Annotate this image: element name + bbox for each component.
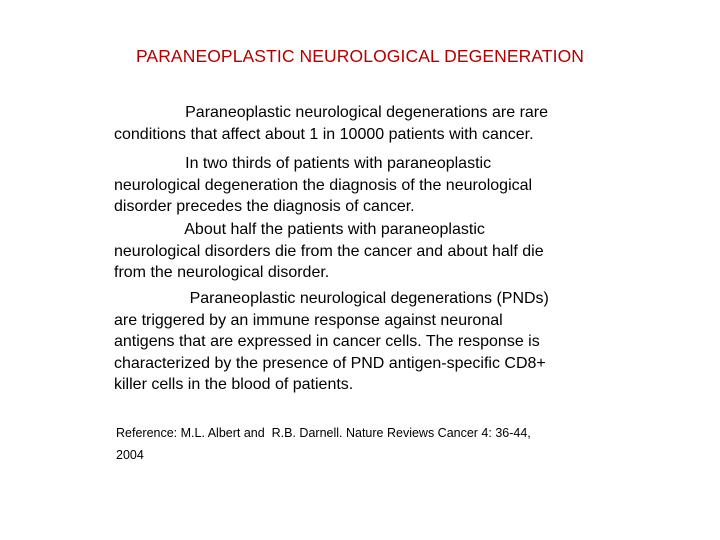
paragraph-line: conditions that affect about 1 in 10000 patients with cancer. <box>114 125 534 143</box>
paragraph-line: neurological degeneration the diagnosis of the neurological <box>114 176 533 194</box>
paragraph-line: are triggered by an immune response against neuronal <box>114 311 503 329</box>
paragraph-prevalence <box>114 102 548 145</box>
reference-line: Reference: M.L. Albert and R.B. Darnell. Nature Reviews Cancer 4: 36-44, <box>116 426 531 440</box>
reference-citation <box>116 422 531 466</box>
paragraph-mortality <box>114 219 544 284</box>
paragraph-line: In two thirds of patients with paraneoplastic <box>114 155 492 172</box>
paragraph-line: killer cells in the blood of patients. <box>114 376 354 393</box>
paragraph-line: characterized by the presence of PND antigen-specific CD8+ <box>114 354 546 372</box>
paragraph-line: Paraneoplastic neurological degenerations (PNDs) <box>114 290 549 307</box>
slide-title: PARANEOPLASTIC NEUROLOGICAL DEGENERATION <box>135 46 585 66</box>
paragraph-line: antigens that are expressed in cancer cells. The response is <box>114 333 540 350</box>
paragraph-line: disorder precedes the diagnosis of cancer. <box>114 198 415 215</box>
paragraph-line: About half the patients with paraneoplastic <box>114 221 485 238</box>
paragraph-line: from the neurological disorder. <box>114 264 330 281</box>
paragraph-line: Paraneoplastic neurological degenerations are rare <box>114 104 549 121</box>
paragraph-diagnosis <box>114 153 532 218</box>
reference-line: 2004 <box>116 448 144 462</box>
paragraph-immune-response <box>114 288 549 396</box>
paragraph-line: neurological disorders die from the cancer and about half die <box>114 242 544 260</box>
